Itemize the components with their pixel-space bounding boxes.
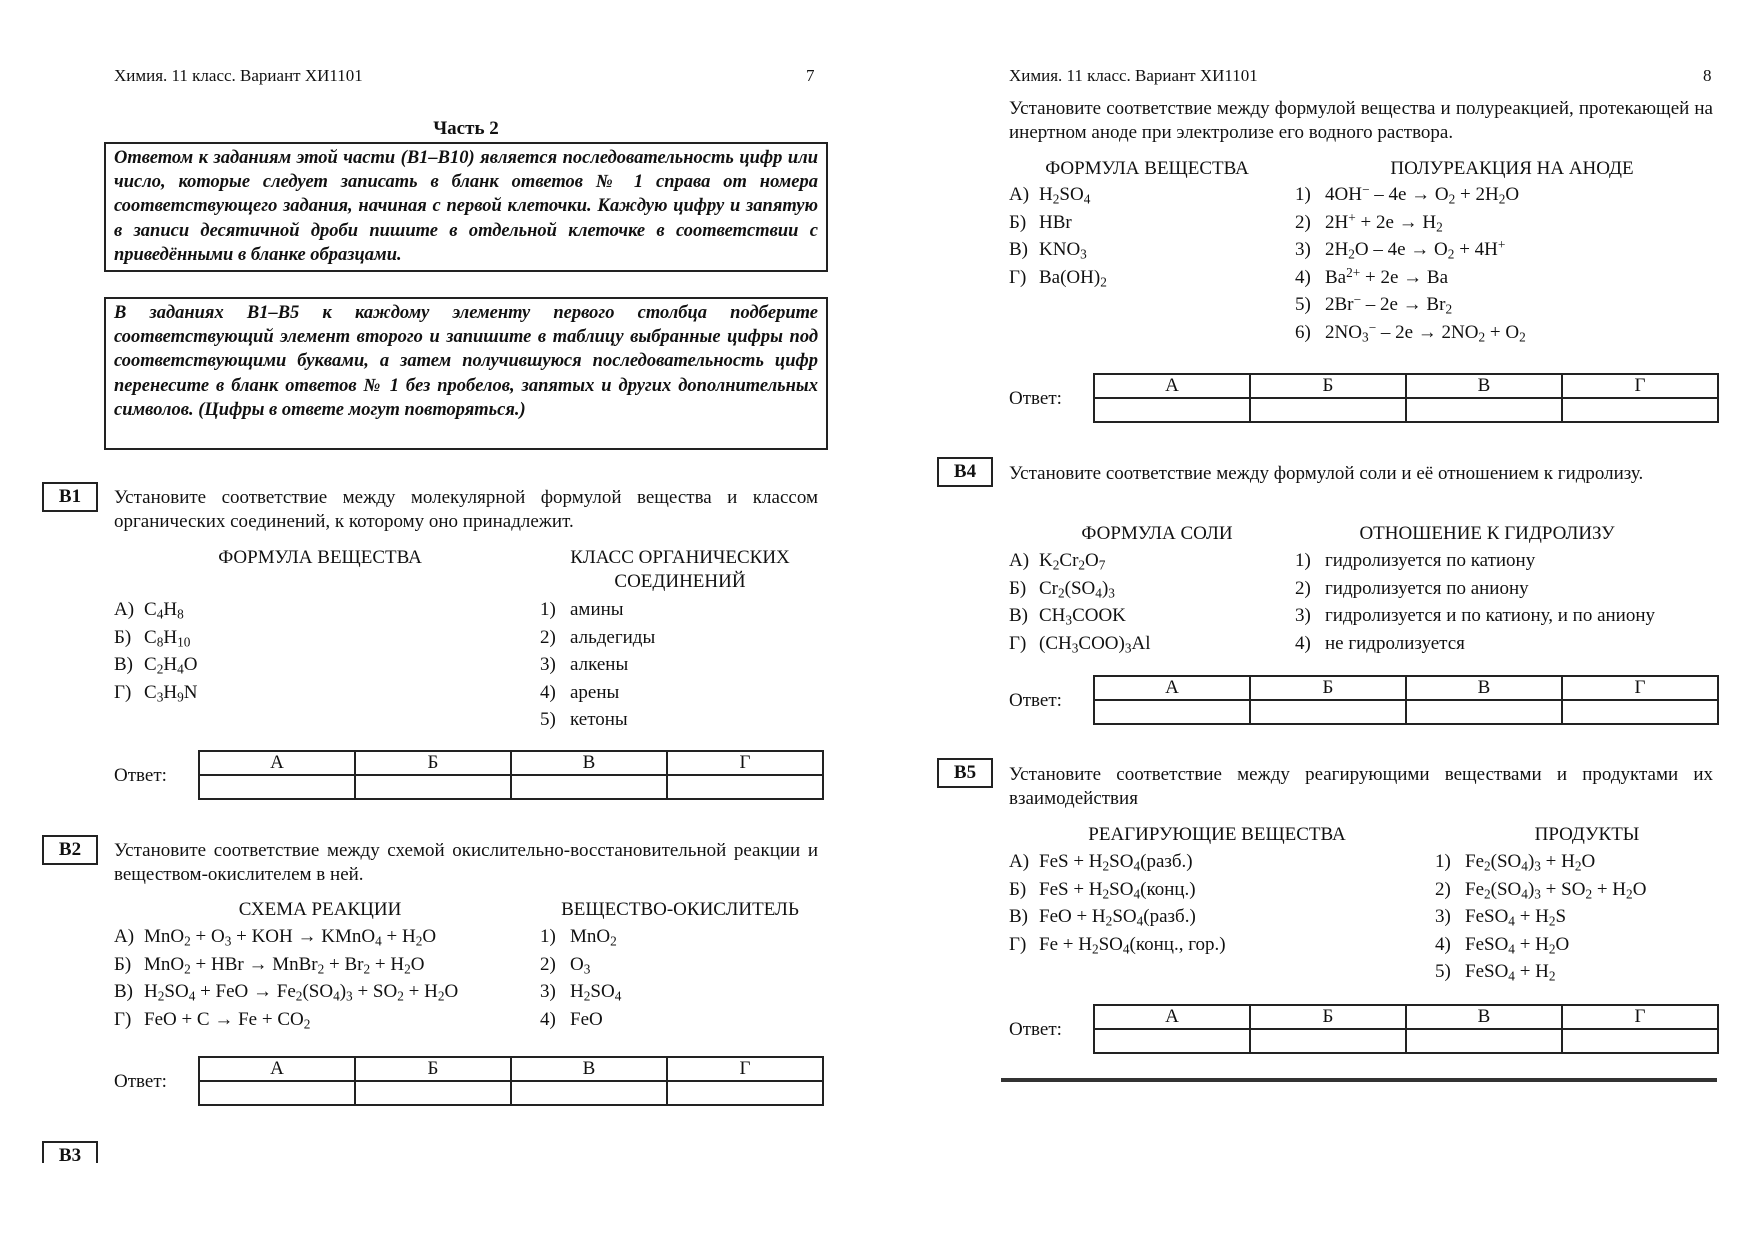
option-number: 3) [540,654,556,675]
question-text-b3: Установите соответствие между формулой вещества и полуреакцией, протекающей на инертном аноде при электролизе его водного раствора. [1009,98,1713,143]
match-item [1009,181,1107,209]
item-formula: FeO + $C \to Fe + CO_2$ [144,1008,311,1031]
b5-items [1009,848,1226,958]
match-item [1009,630,1151,658]
match-option [1435,903,1646,931]
answer-cell[interactable] [199,1081,355,1105]
option-number: 3) [1295,239,1311,260]
match-option [540,1006,621,1034]
item-letter: А) [114,926,135,947]
answer-column-header: А [199,751,355,775]
option-text: гидролизуется и по катиону, и по аниону [1325,605,1656,626]
option-number: 1) [1435,851,1451,872]
question-label-b3-partial [42,1141,98,1163]
b4-options [1295,547,1655,657]
option-number: 5) [540,709,556,730]
answer-header-row [199,1057,823,1081]
answer-column-header: Г [1562,676,1718,700]
option-text: не гидролизуется [1325,632,1465,654]
instructions-box: Ответом к заданиям этой части (В1–В10) является последовательность цифр или число, которые следует записать в бланк ответов № 1 справа от номера соответствующего задания, начиная с первой клеточки. Каждую цифру и запятую в записи десятичной дроби пишите в отдельной клеточке в соответствии с приведёнными в бланке образцами. [104,142,828,272]
answer-cell[interactable] [1562,1029,1718,1053]
item-letter: Б) [1009,211,1027,233]
match-option [540,624,655,652]
match-option [540,923,621,951]
answer-cell[interactable] [199,775,355,799]
match-item [114,651,197,679]
item-formula: $CH_3COOK$ [1039,605,1126,628]
answer-column-header: А [1094,374,1250,398]
b4-items [1009,547,1151,657]
option-text: $Fe_2(SO_4)_3 + SO_2 + H_2O$ [1465,878,1647,901]
option-text: алкены [570,654,629,675]
question-text-b5: Установите соответствие между реагирующими веществами и продуктами их взаимодействия [1009,764,1713,809]
b2-answer-table [198,1056,824,1106]
b1-answer-label: Ответ: [114,765,167,786]
b3-left-column-header: ФОРМУЛА ВЕЩЕСТВА [1045,158,1249,179]
option-text: $2Br^- - 2e \to Br_2$ [1325,292,1453,317]
match-option [540,651,655,679]
item-letter: А) [1009,851,1030,872]
option-text: FeSO$_4$ + $H_2O$ [1465,933,1570,956]
option-number: 1) [1295,184,1311,205]
item-formula: $(CH_3COO)_3Al$ [1039,632,1151,655]
b2-left-column-header: СХЕМА РЕАКЦИИ [238,899,402,920]
item-formula: $Ba(OH)_2$ [1039,266,1107,289]
answer-input-row [1094,700,1718,724]
item-formula: FeO + $H_2SO_4(разб.)$ [1039,906,1196,929]
b2-items [114,923,458,1033]
b5-left-column-header: РЕАГИРУЮЩИЕ ВЕЩЕСТВА [1088,824,1346,845]
item-formula: $C_4H_8$ [144,599,184,622]
b5-options [1435,848,1646,986]
item-formula: $H_2SO_4$ [1039,184,1091,207]
page-number: 7 [806,66,815,85]
answer-input-row [199,1081,823,1105]
match-option [540,706,655,734]
answer-cell[interactable] [1562,700,1718,724]
answer-header-row [199,751,823,775]
item-formula: $KNO_3$ [1039,239,1087,262]
answer-cell[interactable] [355,1081,511,1105]
match-option [1295,181,1526,209]
b2-options [540,923,621,1033]
option-text: $O_3$ [570,953,591,976]
answer-cell[interactable] [355,775,511,799]
answer-cell[interactable] [1094,700,1250,724]
option-number: 2) [1435,878,1451,900]
option-text: амины [570,599,624,620]
answer-column-header: А [1094,676,1250,700]
match-option [540,951,621,979]
section-end-divider [1001,1078,1717,1082]
item-formula: HBr [1039,211,1072,233]
match-option [1435,848,1646,876]
answer-cell[interactable] [1250,1029,1406,1053]
answer-column-header: Б [1250,374,1406,398]
b3-right-column-header: ПОЛУРЕАКЦИЯ НА АНОДЕ [1390,158,1634,179]
answer-cell[interactable] [1562,398,1718,422]
match-item [114,923,458,951]
match-item [1009,931,1226,959]
b3-options [1295,181,1526,346]
answer-header-row [1094,1005,1718,1029]
option-number: 4) [540,681,556,703]
answer-cell[interactable] [667,1081,823,1105]
item-letter: Г) [114,681,132,703]
match-item [1009,547,1151,575]
answer-column-header: Г [1562,1005,1718,1029]
b5-answer-table [1093,1004,1719,1054]
answer-input-row [199,775,823,799]
answer-column-header: Б [1250,676,1406,700]
option-text: $Ba^{2+} + 2e \to Ba$ [1325,264,1449,288]
item-letter: Б) [114,953,132,975]
answer-cell[interactable] [1250,700,1406,724]
item-formula: $Fe + H_2SO_4(конц$., гор.) [1039,933,1226,956]
option-text: арены [570,681,620,703]
item-letter: В) [114,981,133,1002]
match-option [540,978,621,1006]
option-text: гидролизуется по катиону [1325,550,1536,571]
item-letter: В) [1009,239,1028,260]
match-item [1009,575,1151,603]
item-letter: Г) [1009,632,1027,654]
item-letter: В) [114,654,133,675]
item-formula: $Cr_2(SO_4)_3$ [1039,577,1115,600]
item-formula: $C_2H_4O$ [144,654,198,677]
answer-cell[interactable] [511,1081,667,1105]
part-title: Часть 2 [433,118,499,139]
match-item [114,596,197,624]
option-text: $4OH^- - 4e \to O_2 + 2H_2O$ [1325,182,1520,207]
option-number: 1) [540,926,556,947]
answer-cell[interactable] [667,775,823,799]
option-text: альдегиды [570,626,656,648]
b5-right-column-header: ПРОДУКТЫ [1534,824,1640,845]
match-option [1295,209,1526,237]
option-number: 3) [1435,906,1451,927]
option-number: 4) [1435,933,1451,955]
answer-column-header: Г [1562,374,1718,398]
option-text: $Fe_2(SO_4)_3 + H_2O$ [1465,851,1596,874]
question-text-b2: Установите соответствие между схемой окислительно-восстановительной реакции и веществом-окислителем в ней. [114,840,818,885]
option-number: 1) [1295,550,1311,571]
item-letter: Г) [1009,933,1027,955]
b3-items [1009,181,1107,291]
item-letter: А) [1009,184,1030,205]
option-number: 4) [540,1008,556,1030]
match-item [1009,903,1226,931]
answer-column-header: А [199,1057,355,1081]
answer-column-header: Б [355,751,511,775]
match-option [1295,264,1526,292]
question-label-b4: B4 [937,457,993,487]
answer-cell[interactable] [1406,398,1562,422]
option-text: $2H_2O - 4e \to O_2 + 4H^+$ [1325,237,1506,262]
page-8 [877,0,1754,1239]
option-number: 2) [1295,211,1311,233]
question-text-b1: Установите соответствие между молекулярной формулой вещества и классом органических соединений, к которому оно принадлежит. [114,487,818,532]
item-formula: MnO$_2$ + HBr → MnBr$_2$ + $Br_2 + H_2O$ [144,953,425,976]
match-option [540,679,655,707]
answer-cell[interactable] [1250,398,1406,422]
item-letter: Б) [114,626,132,648]
option-number: 4) [1295,632,1311,654]
option-text: FeSO$_4$ + $H_2$ [1465,961,1556,984]
item-letter: А) [1009,550,1030,571]
match-item [1009,876,1226,904]
option-number: 2) [1295,577,1311,599]
b3-answer-label: Ответ: [1009,388,1062,409]
option-number: 5) [1435,961,1451,982]
answer-cell[interactable] [1094,398,1250,422]
match-item [114,679,197,707]
match-item [114,1006,458,1034]
question-label-b3: B3 [42,1141,98,1163]
match-option [1295,602,1655,630]
match-option [1435,931,1646,959]
option-text: гидролизуется по аниону [1325,577,1529,599]
match-item [1009,602,1151,630]
item-formula: FeS + $H_2SO_4(разб.)$ [1039,851,1193,874]
item-letter: Г) [1009,266,1027,288]
match-option [1435,958,1646,986]
item-formula: $K_2Cr_2O_7$ [1039,550,1106,573]
b1-items [114,596,197,706]
match-option [1435,876,1646,904]
match-item [114,978,458,1006]
page-number: 8 [1703,66,1712,85]
answer-column-header: Б [355,1057,511,1081]
answer-header-row [1094,676,1718,700]
item-formula: $MnO_2 + O_3$ + KOH → KMnO$_4$ + $H_2O$ [144,926,437,949]
b1-answer-table [198,750,824,800]
answer-input-row [1094,1029,1718,1053]
answer-column-header: Г [667,751,823,775]
option-text: кетоны [570,709,628,730]
match-option [1295,291,1526,319]
question-label-b2: B2 [42,835,98,865]
match-item [1009,209,1107,237]
answer-column-header: В [1406,1005,1562,1029]
b4-right-column-header: ОТНОШЕНИЕ К ГИДРОЛИЗУ [1359,523,1615,544]
option-number: 3) [540,981,556,1002]
answer-cell[interactable] [1406,1029,1562,1053]
b4-answer-table [1093,675,1719,725]
b3-answer-table [1093,373,1719,423]
item-letter: Б) [1009,878,1027,900]
b2-right-column-header: ВЕЩЕСТВО-ОКИСЛИТЕЛЬ [561,899,799,920]
option-text: FeSO$_4$ + $H_2S$ [1465,906,1567,929]
b1-left-column-header: ФОРМУЛА ВЕЩЕСТВА [218,547,422,568]
match-item [1009,236,1107,264]
option-text: FeO [570,1008,603,1030]
item-letter: В) [1009,605,1028,626]
item-formula: $C_8H_{10}$ [144,626,191,649]
item-letter: Г) [114,1008,132,1030]
b1-options [540,596,655,734]
b1-right-column-header: КЛАСС ОРГАНИЧЕСКИХ СОЕДИНЕНИЙ [570,547,790,592]
option-number: 6) [1295,321,1311,343]
item-letter: Б) [1009,577,1027,599]
option-number: 2) [540,626,556,648]
match-item [1009,848,1226,876]
match-item [1009,264,1107,292]
answer-column-header: В [1406,676,1562,700]
match-option [1295,547,1655,575]
answer-column-header: Г [667,1057,823,1081]
answer-column-header: В [511,751,667,775]
option-number: 5) [1295,294,1311,315]
b2-answer-label: Ответ: [114,1071,167,1092]
item-formula: FeS + $H_2SO_4(конц.)$ [1039,878,1196,901]
item-formula: $C_3H_9N$ [144,681,198,704]
answer-cell[interactable] [1094,1029,1250,1053]
matching-instructions-box: В заданиях В1–В5 к каждому элементу первого столбца подберите соответствующий элемент второго и запишите в таблицу выбранные цифры под соответствующими буквами, а затем получившуюся последовательность цифр перенесите в бланк ответов № 1 без пробелов, запятых и других дополнительных символов. (Цифры в ответе могут повторяться.) [104,297,828,450]
option-number: 3) [1295,605,1311,626]
match-item [114,951,458,979]
item-letter: В) [1009,906,1028,927]
answer-header-row [1094,374,1718,398]
item-letter: А) [114,599,135,620]
question-label-b5: B5 [937,758,993,788]
option-number: 4) [1295,266,1311,288]
answer-cell[interactable] [511,775,667,799]
question-text-b4: Установите соответствие между формулой соли и её отношением к гидролизу. [1009,463,1644,484]
b4-left-column-header: ФОРМУЛА СОЛИ [1081,523,1233,544]
option-number: 1) [540,599,556,620]
answer-column-header: В [1406,374,1562,398]
answer-column-header: В [511,1057,667,1081]
item-formula: $H_2SO_4$ + FeO → $Fe_2(SO_4)_3 + SO_2 + H_2O$ [144,981,459,1004]
match-option [1295,630,1655,658]
option-text: $H_2SO_4$ [570,981,622,1004]
match-option [1295,319,1526,347]
b5-answer-label: Ответ: [1009,1019,1062,1040]
b4-answer-label: Ответ: [1009,690,1062,711]
match-option [1295,575,1655,603]
match-option [540,596,655,624]
question-label-b1: B1 [42,482,98,512]
answer-column-header: А [1094,1005,1250,1029]
option-number: 2) [540,953,556,975]
page-header-title: Химия. 11 класс. Вариант ХИ1101 [114,66,363,85]
answer-column-header: Б [1250,1005,1406,1029]
match-option [1295,236,1526,264]
answer-cell[interactable] [1406,700,1562,724]
option-text: MnO$_2$ [570,926,617,949]
option-text: $2H^+ + 2e \to H_2$ [1325,209,1443,234]
page-header-title: Химия. 11 класс. Вариант ХИ1101 [1009,66,1258,85]
option-text: $2NO_3^- - 2e \to 2NO_2 + O_2$ [1325,319,1526,344]
match-item [114,624,197,652]
answer-input-row [1094,398,1718,422]
